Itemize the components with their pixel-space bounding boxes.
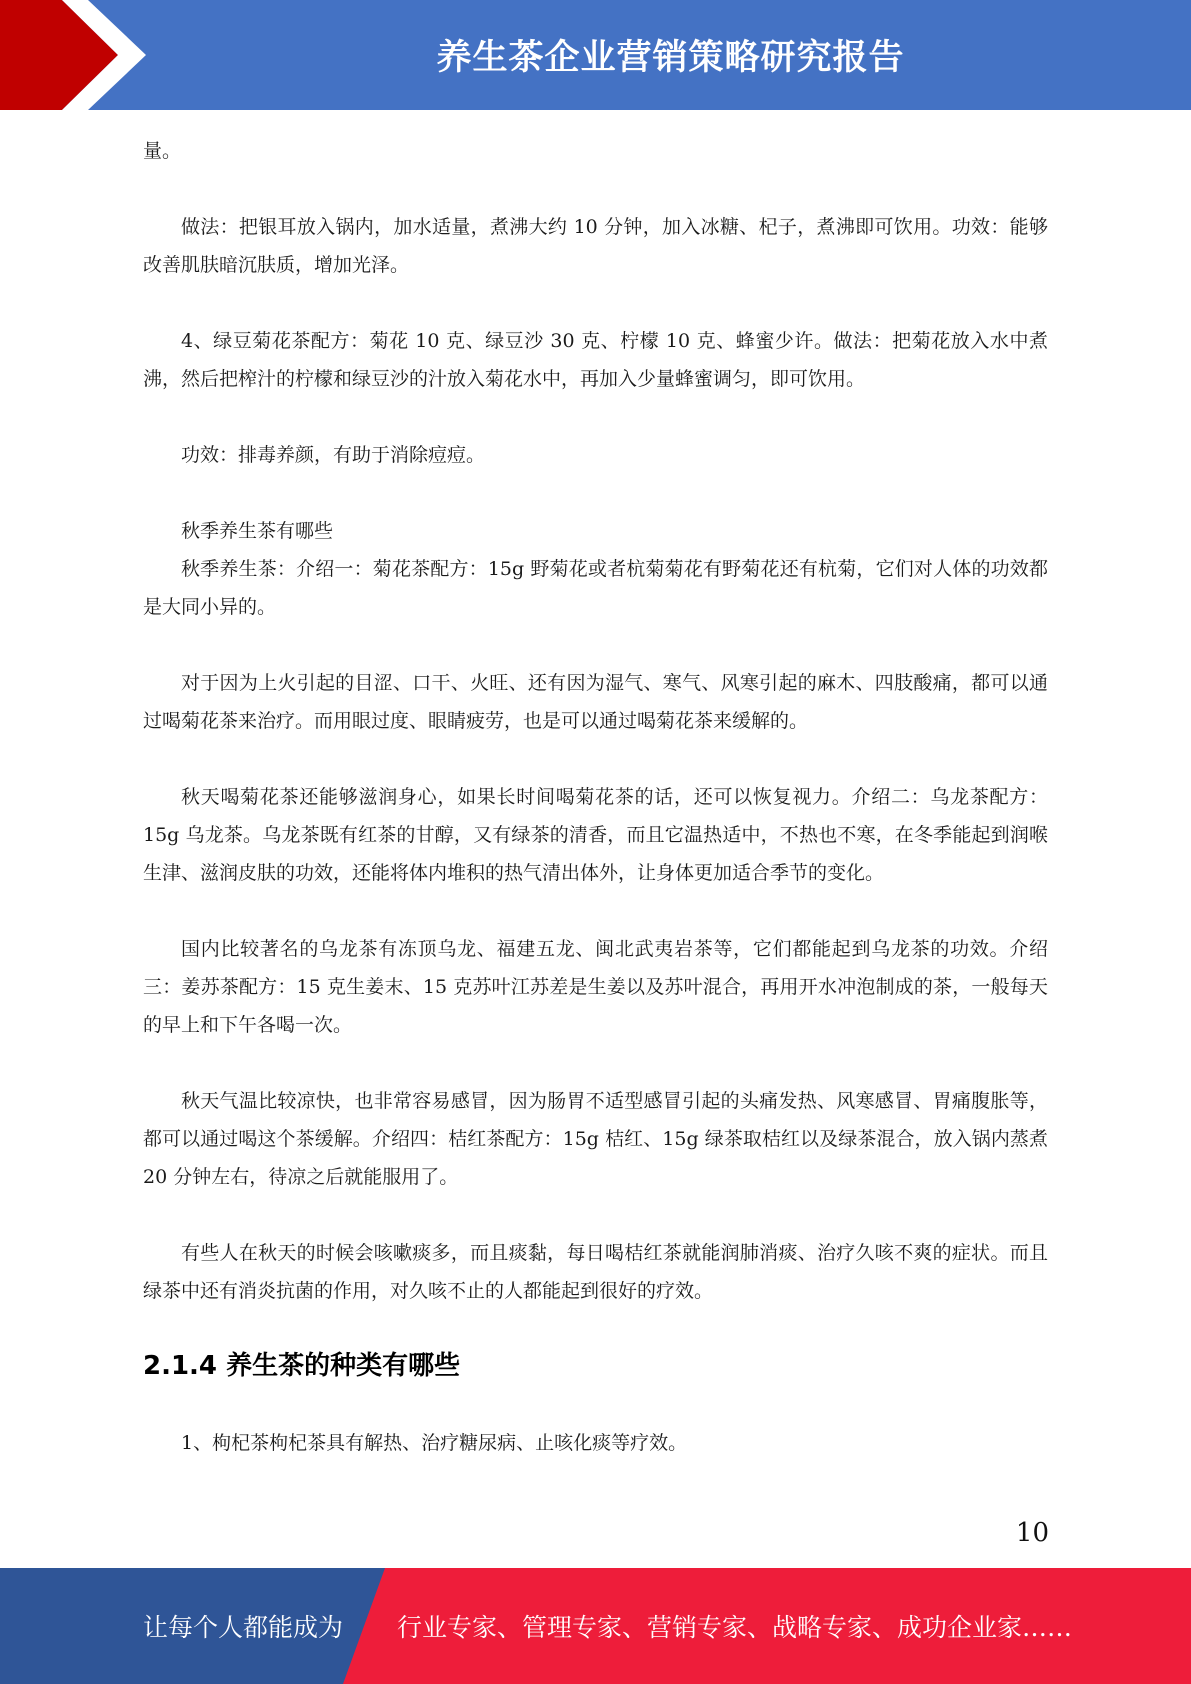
paragraph: 4、绿豆菊花茶配方：菊花 10 克、绿豆沙 30 克、柠檬 10 克、蜂蜜少许。做法：把菊花放入水中煮沸，然后把榨汁的柠檬和绿豆沙的汁放入菊花水中，再加入少量蜂蜜调匀，即可饮用。 [143,330,1048,390]
page-number: 10 [1015,1518,1049,1548]
paragraph: 做法：把银耳放入锅内，加水适量，煮沸大约 10 分钟，加入冰糖、杞子，煮沸即可饮用。功效：能够改善肌肤暗沉肤质，增加光泽。 [143,216,1048,276]
footer-roles: 行业专家、管理专家、营销专家、战略专家、成功企业家…… [397,1613,1073,1642]
red-arrow-decoration [0,0,160,110]
document-body [143,132,1048,1462]
paragraph: 秋季养生茶：介绍一：菊花茶配方：15g 野菊花或者杭菊菊花有野菊花还有杭菊，它们对人体的功效都是大同小异的。 [143,558,1048,618]
report-title: 养生茶企业营销策略研究报告 [436,38,905,78]
paragraph: 对于因为上火引起的目涩、口干、火旺、还有因为湿气、寒气、风寒引起的麻木、四肢酸痛，都可以通过喝菊花茶来治疗。而用眼过度、眼睛疲劳，也是可以通过喝菊花茶来缓解的。 [143,672,1048,732]
page-footer [0,1568,1191,1684]
paragraph: 秋天喝菊花茶还能够滋润身心，如果长时间喝菊花茶的话，还可以恢复视力。介绍二：乌龙茶配方：15g 乌龙茶。乌龙茶既有红茶的甘醇，又有绿茶的清香，而且它温热适中，不热也不寒，在冬季能起到润喉生津、滋润皮肤的功效，还能将体内堆积的热气清出体外，让身体更加适合季节的变化。 [143,786,1048,884]
subsection-label: 秋季养生茶有哪些 [181,520,334,542]
paragraph: 量。 [143,140,182,162]
page-header [0,0,1191,110]
section-heading: 2.1.4 养生茶的种类有哪些 [143,1351,461,1381]
paragraph: 功效：排毒养颜，有助于消除痘痘。 [181,444,486,466]
paragraph: 秋天气温比较凉快，也非常容易感冒，因为肠胃不适型感冒引起的头痛发热、风寒感冒、胃痛腹胀等，都可以通过喝这个茶缓解。介绍四：桔红茶配方：15g 桔红、15g 绿茶取桔红以及绿茶混合，放入锅内蒸煮 20 分钟左右，待凉之后就能服用了。 [143,1090,1048,1188]
paragraph: 有些人在秋天的时候会咳嗽痰多，而且痰黏，每日喝桔红茶就能润肺消痰、治疗久咳不爽的症状。而且绿茶中还有消炎抗菌的作用，对久咳不止的人都能起到很好的疗效。 [143,1242,1048,1302]
footer-slogan: 让每个人都能成为 [143,1613,344,1642]
paragraph: 1、枸杞茶枸杞茶具有解热、治疗糖尿病、止咳化痰等疗效。 [181,1432,688,1454]
paragraph: 国内比较著名的乌龙茶有冻顶乌龙、福建五龙、闽北武夷岩茶等，它们都能起到乌龙茶的功效。介绍三：姜苏茶配方：15 克生姜末、15 克苏叶江苏差是生姜以及苏叶混合，再用开水冲泡制成的茶，一般每天的早上和下午各喝一次。 [143,938,1048,1036]
